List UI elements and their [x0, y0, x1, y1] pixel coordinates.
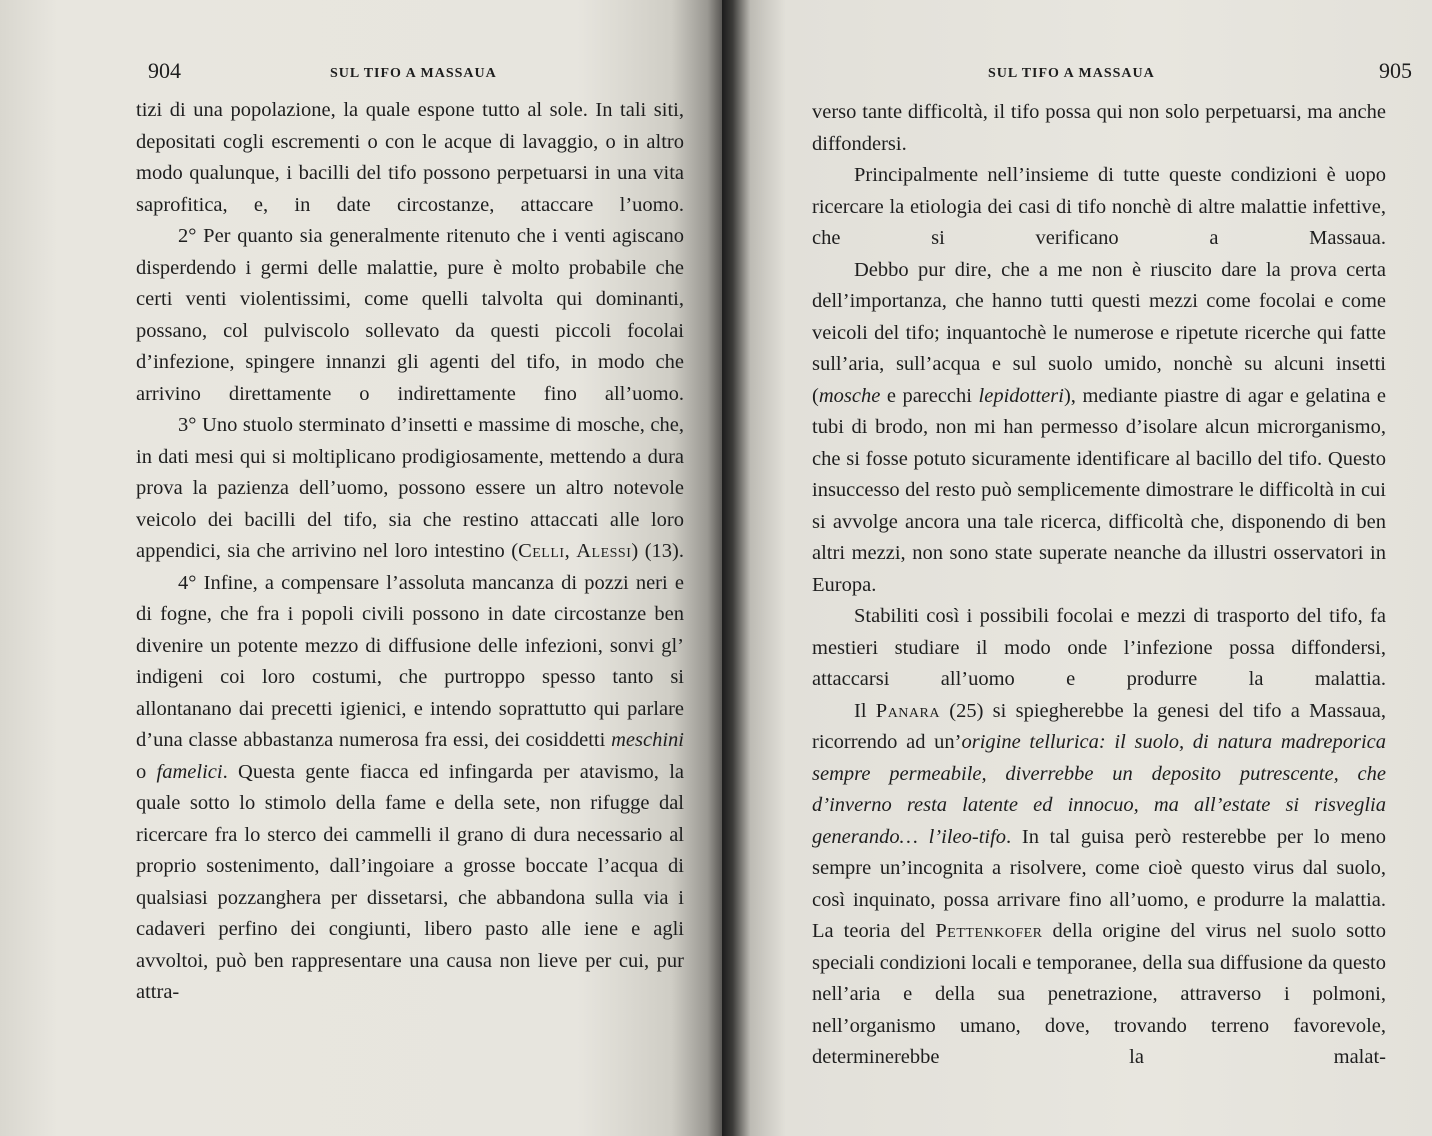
- right-paragraph-5-text-c: della origine del virus nel suolo sotto speciali condizioni locali e temporanee, della sua diffusione da questo nell’aria e della sua penetrazione, attraverso i polmoni, nell’organismo umano, dove, trovando terreno favorevole, determinerebbe la malat-: [812, 920, 1386, 1068]
- right-page-number: 905: [1379, 58, 1412, 83]
- left-paragraph-4: [136, 568, 684, 1009]
- right-paragraph-5: [812, 696, 1386, 1074]
- left-running-title: SUL TIFO A MASSAUA: [330, 66, 497, 81]
- right-paragraph-3-text-e: e parecchi: [880, 384, 979, 407]
- citation-13: ) (13).: [631, 540, 684, 562]
- conjunction-o: o: [136, 760, 157, 783]
- term-famelici: famelici: [156, 760, 223, 783]
- right-paragraph-1: verso tante difficoltà, il tifo possa qui non solo perpetuarsi, ma anche diffondersi.: [812, 101, 1386, 155]
- right-paragraph-4: Stabiliti così i possibili focolai e mezzi di trasporto del tifo, fa mestieri studiare il modo onde l’infezione possa diffondersi, attaccarsi all’uomo e produrre la malattia.: [812, 605, 1386, 690]
- left-paragraph-2: 2° Per quanto sia generalmente ritenuto che i venti agiscano disperdendo i germi delle malattie, pure è molto probabile che certi venti violentissimi, come quelli talvolta qui dominanti, possano, col pulviscolo sollevato da questi piccoli focolai d’infezione, spingere innanzi gli agenti del tifo, in modo che arrivino direttamente o indirettamente fino all’uomo.: [136, 225, 684, 405]
- author-panara: Panara: [875, 699, 940, 722]
- author-pettenkofer: Pettenkofer: [935, 920, 1043, 942]
- separator: ,: [564, 540, 577, 562]
- author-celli: Celli: [518, 540, 565, 562]
- right-paragraph-5-text-a: (25) si spiegherebbe la genesi del tifo a Massaua, ricorrendo ad un’: [812, 699, 1386, 753]
- right-page: [722, 0, 1432, 1136]
- right-paragraph-3-text-b: ), mediante piastre di agar e gelatina e tubi di brodo, non mi han permesso d’isolare alcun microrganismo, che si fosse potuto sicuramente identificare al bacillo del tifo. Questo insuccesso del resto può semplicemente dimostrare le difficoltà in cui si avvolge ancora una tale ricerca, difficoltà che, disponendo di ben altri mezzi, non sono state superate neanche da illustri osservatori in Europa.: [812, 384, 1386, 596]
- author-alessi: Alessi: [576, 540, 632, 562]
- right-running-head: [810, 58, 1412, 92]
- right-running-title: SUL TIFO A MASSAUA: [988, 66, 1155, 81]
- right-paragraph-3-text-a: Debbo pur dire, che a me non è riuscito dare la prova certa dell’importanza, che hanno tutti questi mezzi come focolai e come veicoli del tifo; inquantochè le numerose e ripetute ricerche qui fatte sull’aria, sull’acqua e sul suolo umido, nonchè su alcuni insetti (: [812, 258, 1386, 407]
- right-paragraph-5-il: Il: [854, 699, 876, 722]
- left-page-text: [136, 95, 684, 1009]
- term-mosche: mosche: [818, 384, 881, 407]
- left-paragraph-4-text-a: 4° Infine, a compensare l’assoluta mancanza di pozzi neri e di fogne, che fra i popoli civili possono in date circostanze ben divenire un potente mezzo di diffusione delle infezioni, sonvi gl’ indigeni coi loro costumi, che purtroppo spesso tanto si allontanano dai precetti igienici, e intendo soprattutto qui parlare d’una classe abbastanza numerosa fra essi, dei cosiddetti: [136, 571, 684, 751]
- left-paragraph-4-text-b: . Questa gente fiacca ed infingarda per atavismo, la quale sotto lo stimolo della fame e della sete, non rifugge dal ricercare fra lo sterco dei cammelli il grano di dura necessario al proprio sostenimento, dall’ingoiare a grosse boccate l’acqua di qualsiasi pozzanghera per dissetarsi, che abbandona sulla via i cadaveri perfino dei congiunti, libero pasto alle iene e agli avvoltoi, può ben rappresentare una causa non lieve per cui, pur attra-: [136, 760, 685, 1003]
- term-meschini: meschini: [611, 729, 684, 751]
- right-paragraph-3: [812, 255, 1386, 602]
- right-page-text: [812, 97, 1386, 1074]
- panara-quote: origine tellurica: il suolo, di natura madreporica sempre permeabile, diverrebbe un deposito putrescente, che d’inverno resta latente ed innocuo, ma all’estate si risveglia generando… l’ileo-tifo: [812, 731, 1386, 848]
- term-lepidotteri: lepidotteri: [978, 384, 1064, 407]
- left-paragraph-3-text: 3° Uno stuolo sterminato d’insetti e massime di mosche, che, in dati mesi qui si moltiplicano prodigiosamente, mettendo a dura prova la pazienza dell’uomo, possono essere un altro notevole veicolo dei bacilli del tifo, sia che restino attaccati alle loro appendici, sia che arrivino nel loro intestino (: [136, 414, 684, 562]
- left-running-head: [148, 58, 708, 92]
- right-paragraph-2: Principalmente nell’insieme di tutte queste condizioni è uopo ricercare la etiologia dei casi di tifo nonchè di altre malattie infettive, che si verificano a Massaua.: [812, 164, 1386, 249]
- right-paragraph-5-text-b: . In tal guisa però resterebbe per lo meno sempre un’incognita a risolvere, come cioè questo virus dal suolo, così inquinato, possa arrivare fino all’uomo, e produrre la malattia. La teoria del: [812, 825, 1386, 942]
- left-page-number: 904: [148, 58, 181, 83]
- left-paragraph-3: [136, 410, 684, 568]
- left-paragraph-1: tizi di una popolazione, la quale espone tutto al sole. In tali siti, depositati cogli escrementi o con le acque di lavaggio, o in altro modo qualunque, i bacilli del tifo possono perpetuarsi in una vita saprofitica, e, in date circostanze, attaccare l’uomo.: [136, 99, 684, 216]
